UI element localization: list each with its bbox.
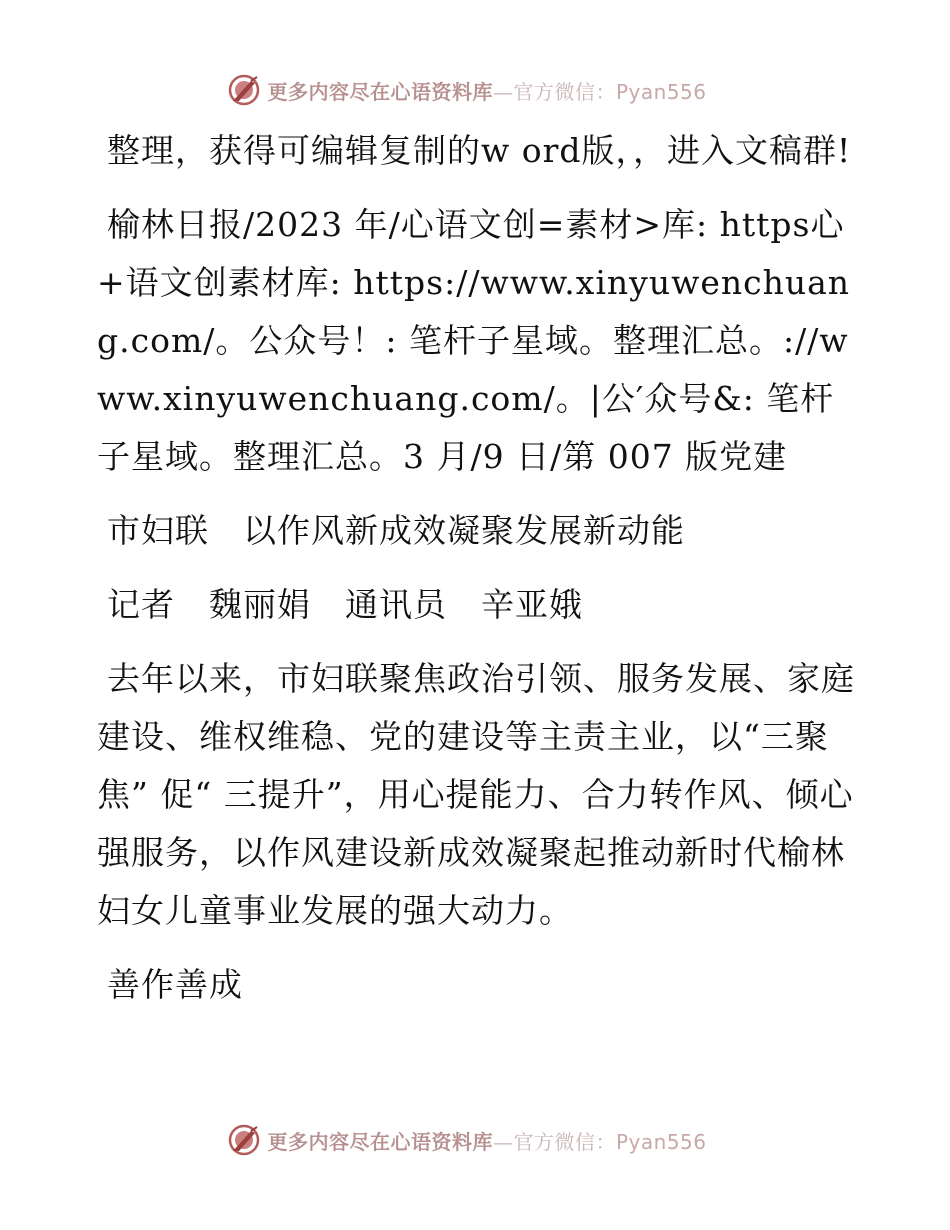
section-heading: 善作善成	[107, 965, 243, 1004]
header-watermark	[0, 70, 950, 110]
watermark-dash: —	[492, 1129, 514, 1154]
document-body	[97, 122, 857, 1030]
watermark-label: 官方微信：	[513, 1129, 616, 1154]
intro-paragraph: 整理，获得可编辑复制的w ord版，，进入文稿群!	[107, 131, 852, 170]
quill-logo-icon	[227, 1123, 261, 1157]
watermark-site: 更多内容尽在心语资料库	[267, 1129, 493, 1154]
quill-logo-icon	[227, 73, 261, 107]
watermark-site: 更多内容尽在心语资料库	[267, 79, 493, 104]
source-paragraph: 榆林日报/2023 年/心语文创=素材>库: https心+语文创素材库: https://www.xinyuwenchuang.com/。公众号！: 笔杆子星域。整理汇总。://www.xinyuwenchuang.com/。|公′众号&: 笔杆子星域。整理汇总。3 月/9 日/第 007 版党建	[97, 205, 851, 476]
footer-watermark	[0, 1120, 950, 1160]
article-title: 市妇联 以作风新成效凝聚发展新动能	[107, 511, 685, 550]
watermark-dash: —	[492, 79, 514, 104]
watermark-account: Pyan556	[615, 1129, 707, 1154]
watermark-account: Pyan556	[615, 79, 707, 104]
watermark-text	[267, 76, 706, 105]
watermark-text	[267, 1126, 706, 1155]
watermark-label: 官方微信：	[513, 79, 616, 104]
byline: 记者 魏丽娟 通讯员 辛亚娥	[107, 585, 583, 624]
body-paragraph: 去年以来，市妇联聚焦政治引领、服务发展、家庭建设、维权维稳、党的建设等主责主业，以“三聚焦” 促“ 三提升”，用心提能力、合力转作风、倾心强服务，以作风建设新成效凝聚起推动新时代榆林妇女儿童事业发展的强大动力。	[97, 659, 855, 930]
